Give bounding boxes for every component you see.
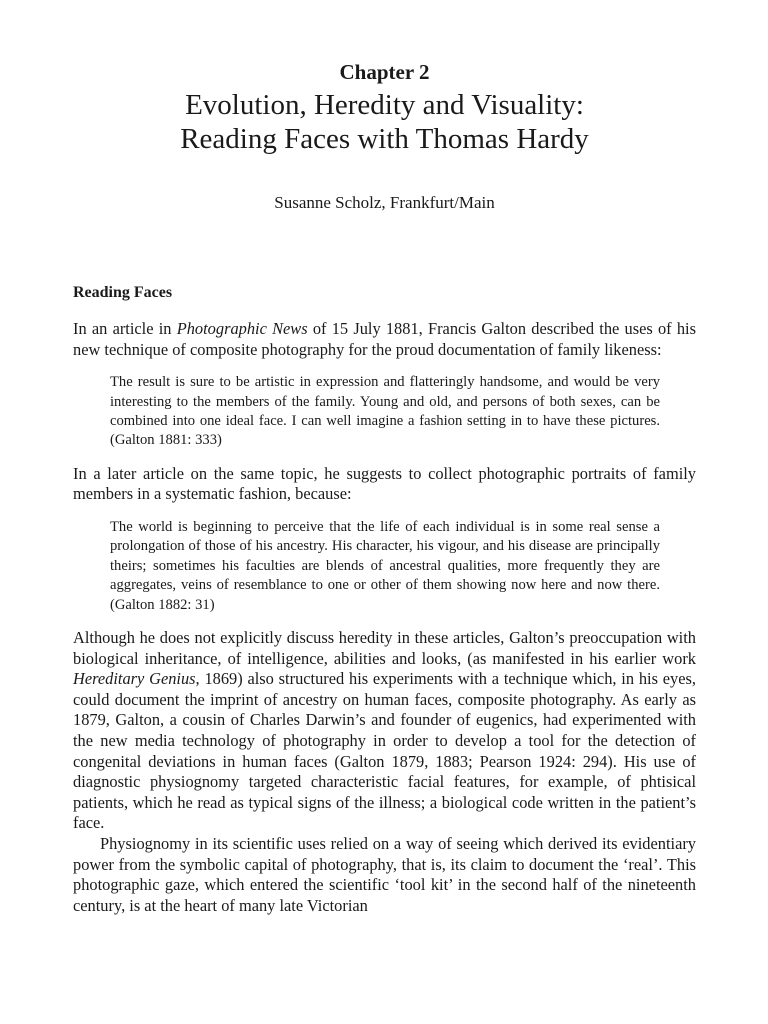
block-quote-2: The world is beginning to perceive that the life of each individual is in some real sense a prolongation of those of his ancestry. His character, his vigour, and his disease are principally theirs; sometimes his faculties are blends of ancestral qualities, more frequently they are aggregates, veins of resemblance to one or other of them showing now here and now there. (Galton 1882: 31)	[110, 519, 660, 613]
block-quote-1: The result is sure to be artistic in expression and flatteringly handsome, and would be very interesting to the members of the family. Young and old, and persons of both sexes, can be combined into one ideal face. I can well imagine a fashion setting in to have these pictures. (Galton 1881: 333)	[110, 374, 660, 449]
paragraph-4: Physiognomy in its scientific uses relied on a way of seeing which derived its evidentiary power from the symbolic capital of photography, that is, its claim to document the ‘real’. This photographic gaze, which entered the scientific ‘tool kit’ in the second half of the nineteenth century, is at the heart of many late Victorian	[73, 833, 696, 915]
paragraph-2: In a later article on the same topic, he suggests to collect photographic portraits of family members in a systematic fashion, because:	[73, 463, 696, 504]
chapter-title-line-1: Evolution, Heredity and Visuality:	[185, 89, 584, 121]
paragraph-3-text-end: , 1869) also structured his experiments with a technique which, in his eyes, could document the imprint of ancestry on human faces, composite photography. As early as 1879, Galton, a cousin of Charles Darwin’s and founder of eugenics, had experimented with the new media technology of photography in order to develop a tool for the detection of congenital deviations in human faces (Galton 1879, 1883; Pearson 1924: 294). His use of diagnostic physiognomy targeted characteristic facial features, for example, of phtisical patients, which he read as typical signs of the illness; a biological code written in the patient’s face.	[73, 669, 696, 833]
chapter-title	[73, 88, 696, 156]
author-byline: Susanne Scholz, Frankfurt/Main	[274, 193, 495, 212]
paragraph-3-text-start: Although he does not explicitly discuss heredity in these articles, Galton’s preoccupation with biological inheritance, of intelligence, abilities and looks, (as manifested in his earlier work	[73, 628, 696, 668]
paragraph-3	[73, 628, 696, 834]
document-page	[73, 58, 696, 916]
chapter-label: Chapter 2	[339, 60, 430, 84]
chapter-title-line-2: Reading Faces with Thomas Hardy	[180, 123, 589, 155]
paragraph-1-text-start: In an article in	[73, 319, 177, 338]
paragraph-1-text-end: of 15 July 1881, Francis Galton described the uses of his new technique of composite photography for the proud documentation of family likeness:	[73, 319, 696, 359]
paragraph-1	[73, 319, 696, 360]
section-heading: Reading Faces	[73, 284, 173, 301]
book-title-italic: Hereditary Genius	[73, 669, 196, 689]
journal-title-italic: Photographic News	[176, 319, 308, 338]
